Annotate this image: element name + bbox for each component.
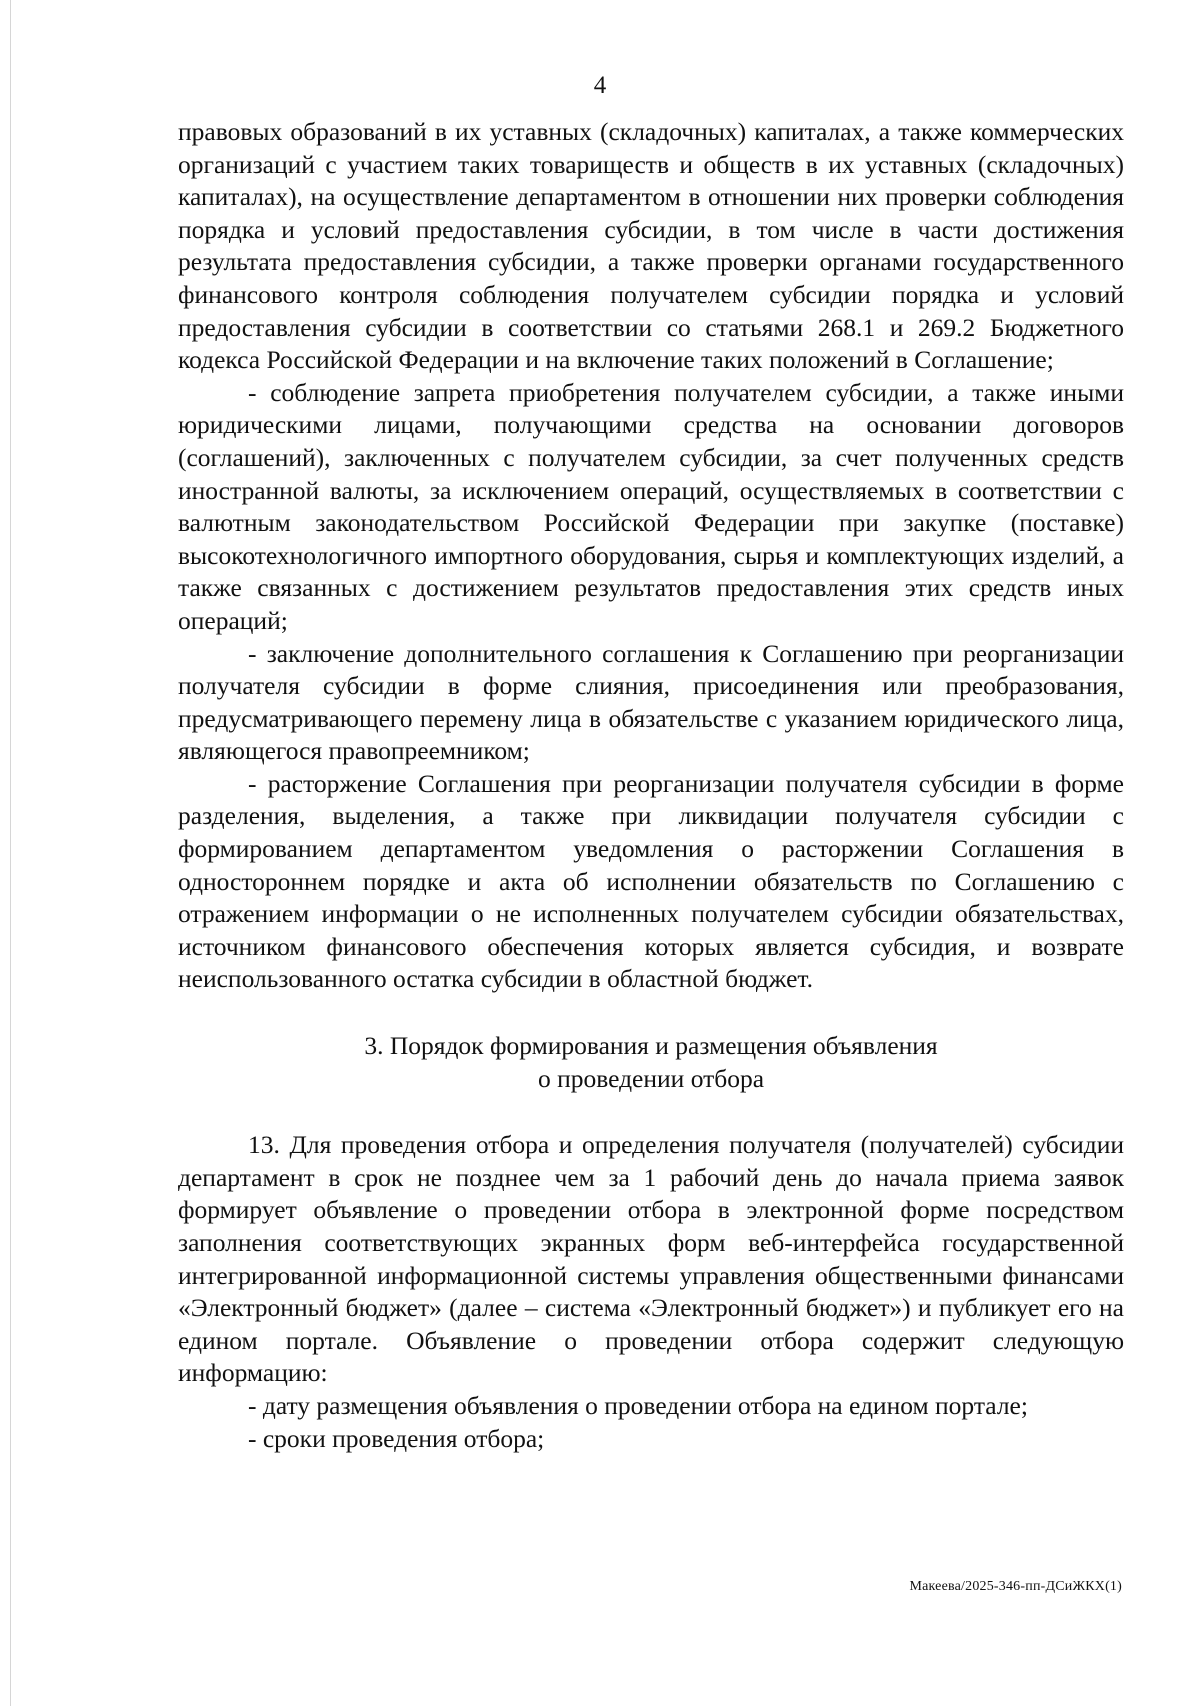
paragraph: - соблюдение запрета приобретения получателем субсидии, а также иными юридическими лицами, получающими средства на основании договоров (соглашений), заключенных с получателем субсидии, за счет полученных средств иностранной валюты, за исключением операций, осуществляемых в соответствии с валютным законодательством Российской Федерации при закупке (поставке) высокотехнологичного импортного оборудования, сырья и комплектующих изделий, а также связанных с достижением результатов предоставления этих средств иных операций;: [178, 377, 1124, 635]
paragraph: - сроки проведения отбора;: [248, 1423, 545, 1453]
paragraph: 13. Для проведения отбора и определения получателя (получателей) субсидии департамент в срок не позднее чем за 1 рабочий день до начала приема заявок формирует объявление о проведении отбора в электронной форме посредством заполнения соответствующих экранных форм веб-интерфейса государственной интегрированной информационной системы управления общественными финансами «Электронный бюджет» (далее – система «Электронный бюджет») и публикует его на едином портале. Объявление о проведении отбора содержит следующую информацию:: [178, 1130, 1124, 1388]
paragraph: - расторжение Соглашения при реорганизации получателя субсидии в форме разделения, выделения, а также при ликвидации получателя субсидии с формированием департаментом уведомления о расторжении Соглашения в одностороннем порядке и акта об исполнении обязательств по Соглашению с отражением информации о не исполненных получателем субсидии обязательствах, источником финансового обеспечения которых является субсидия, и возврате неиспользованного остатка субсидии в областной бюджет.: [178, 768, 1124, 994]
paragraph: - дату размещения объявления о проведении отбора на едином портале;: [248, 1390, 1028, 1420]
page-number: 4: [593, 72, 607, 99]
section-heading: [178, 1030, 1124, 1095]
document-code: Макеева/2025-346-пп-ДСиЖКХ(1): [909, 1579, 1122, 1594]
section-heading-line-2: о проведении отбора: [537, 1063, 765, 1093]
paragraph: - заключение дополнительного соглашения к Соглашению при реорганизации получателя субсидии в форме слияния, присоединения или преобразования, предусматривающего перемену лица в обязательстве с указанием юридического лица, являющегося правопреемником;: [178, 638, 1124, 766]
paragraph: правовых образований в их уставных (складочных) капиталах, а также коммерческих организаций с участием таких товариществ и обществ в их уставных (складочных) капиталах), на осуществление департаментом в отношении них проверки соблюдения порядка и условий предоставления субсидии, в том числе в части достижения результата предоставления субсидии, а также проверки органами государственного финансового контроля соблюдения получателем субсидии порядка и условий предоставления субсидии в соответствии со статьями 268.1 и 269.2 Бюджетного кодекса Российской Федерации и на включение таких положений в Соглашение;: [178, 117, 1124, 375]
page-edge: [10, 0, 11, 1706]
section-heading-line-1: 3. Порядок формирования и размещения объявления: [364, 1031, 938, 1061]
document-body: [178, 116, 1124, 1455]
